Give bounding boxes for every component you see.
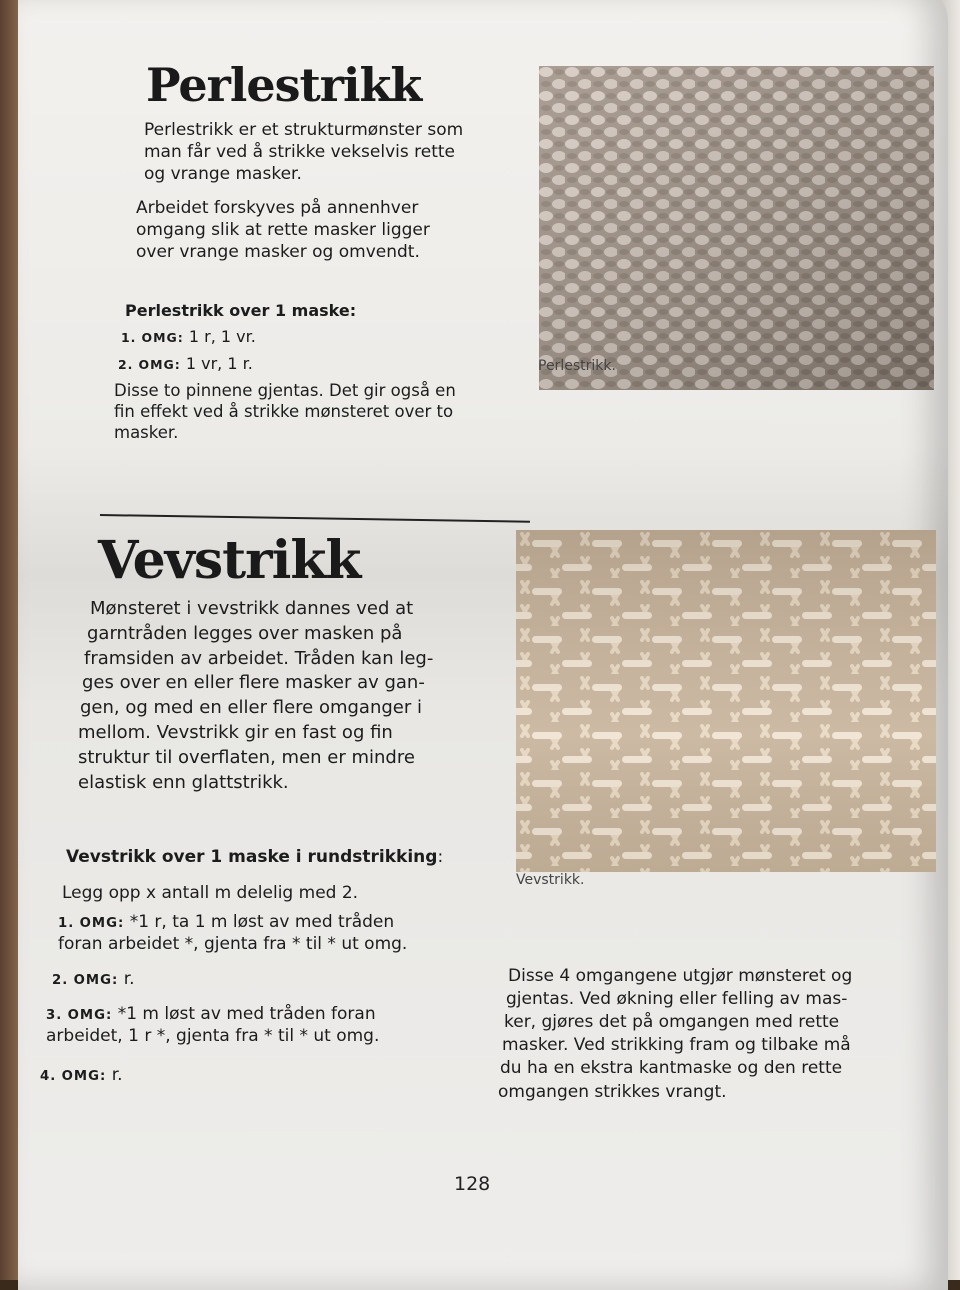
vevstrikk-setup: Legg opp x antall m delelig med 2. xyxy=(62,883,359,903)
vevstrikk-step-4: 4. OMG: r. xyxy=(40,1065,123,1085)
section-title-vevstrikk: Vevstrikk xyxy=(98,530,361,591)
vevstrikk-right-text: Disse 4 omgangene utgjør mønsteret og gjentas. Ved økning eller felling av mas- ker, gjøres det på omgangen med rette masker. Ved strikking fram og tilbake må du ha en ekstra kantmaske og den rette omgangen strikkes vrangt. xyxy=(498,966,853,1102)
perlestrikk-outro: Disse to pinnene gjentas. Det gir også en fin effekt ved å strikke mønsteret over to masker. xyxy=(114,381,456,443)
vevstrikk-caption: Vevstrikk. xyxy=(516,872,585,888)
perlestrikk-intro-2: Arbeidet forskyves på annenhver omgang slik at rette masker ligger over vrange masker og omvendt. xyxy=(136,198,430,263)
vevstrikk-step-3: 3. OMG: *1 m løst av med tråden foran arbeidet, 1 r *, gjenta fra * til * ut omg. xyxy=(46,1004,380,1047)
perlestrikk-photo xyxy=(539,66,934,390)
perlestrikk-caption: Perlestrikk. xyxy=(538,358,616,374)
perlestrikk-intro-1: Perlestrikk er et strukturmønster som man får ved å strikke vekselvis rette og vrange masker. xyxy=(144,120,464,185)
vevstrikk-step-1: 1. OMG: *1 r, ta 1 m løst av med tråden foran arbeidet *, gjenta fra * til * ut omg. xyxy=(58,912,408,955)
vevstrikk-photo xyxy=(516,530,936,872)
vevstrikk-intro: Mønsteret i vevstrikk dannes ved at garntråden legges over masken på framsiden av arbeidet. Tråden kan leg- ges over en eller flere masker av gan- gen, og med en eller flere omganger i mellom. Vevstrikk gir en fast og fin struktur til overflaten, men er mindre elastisk enn glattstrikk. xyxy=(78,598,434,793)
page-number: 128 xyxy=(454,1173,491,1195)
perlestrikk-heading: Perlestrikk over 1 maske: xyxy=(125,301,357,320)
vevstrikk-heading: Vevstrikk over 1 maske i rundstrikking: xyxy=(66,847,444,867)
perlestrikk-step-1: 1. OMG: 1 r, 1 vr. xyxy=(121,327,256,346)
section-title-perlestrikk: Perlestrikk xyxy=(146,58,422,112)
vevstrikk-step-2: 2. OMG: r. xyxy=(52,969,135,989)
perlestrikk-step-2: 2. OMG: 1 vr, 1 r. xyxy=(118,354,253,373)
